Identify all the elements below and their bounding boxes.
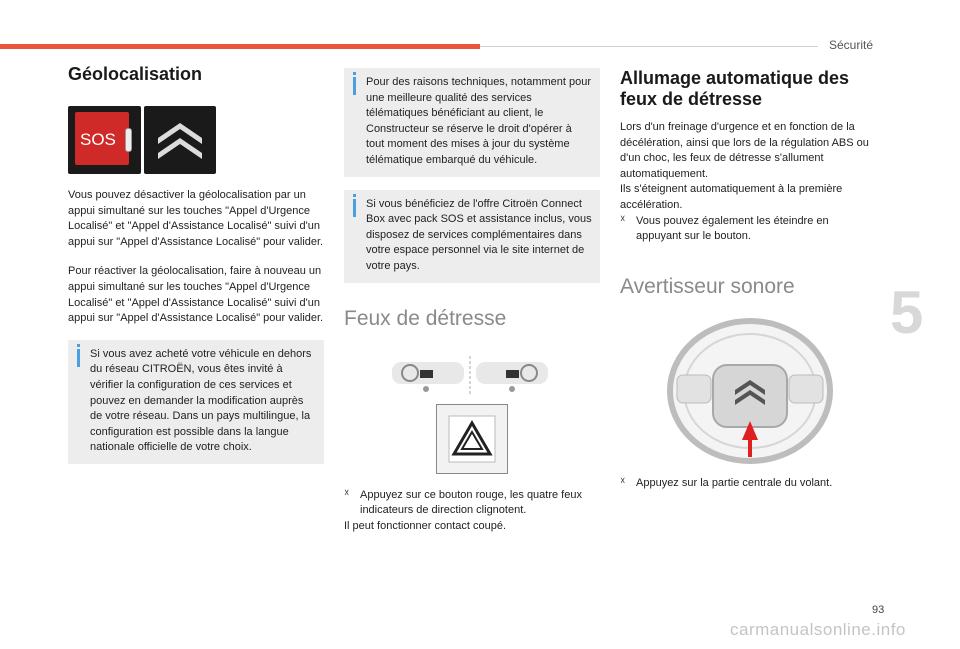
hazard-location-illustration — [344, 356, 600, 394]
connect-box-info-box — [344, 190, 600, 283]
watermark: carmanualsonline.info — [730, 620, 906, 639]
geolocalisation-column — [68, 64, 324, 464]
top-accent-bar — [0, 44, 480, 49]
info-icon — [353, 199, 356, 217]
auto-hazard-bullet — [620, 214, 870, 245]
middle-column — [344, 68, 600, 534]
right-column — [620, 68, 870, 491]
info-icon — [353, 77, 356, 95]
hazard-warning-icon — [447, 414, 497, 464]
bullet-arrow-icon: ☓ — [620, 475, 626, 487]
geolocalisation-info-box — [68, 340, 324, 464]
bullet-arrow-icon: ☓ — [344, 487, 350, 499]
bullet-arrow-icon: ☓ — [620, 213, 626, 225]
dashboard-location-icon — [344, 356, 600, 394]
geolocalisation-title: Géolocalisation — [68, 64, 203, 84]
connect-box-info-text: Si vous bénéficiez de l'offre Citroën Connect Box avec pack SOS et assistance inclus, vous disposez de services complémentaires dans votre espace personnel via le site internet de votre pays. — [366, 197, 592, 272]
steering-wheel-illustration — [665, 317, 835, 465]
geolocalisation-para-2: Pour réactiver la géolocalisation, faire à nouveau un appui simultané sur les touches "Appel d'Urgence Localisé" et "Appel d'Assistance Localisé" suivi d'un appui sur "Appel d'Assistance Localisé" pour valider. — [68, 265, 324, 325]
geolocalisation-buttons-illustration — [68, 106, 324, 174]
horn-title: Avertisseur sonore — [620, 274, 795, 298]
telematics-info-text: Pour des raisons techniques, notamment pour une meilleure qualité des services télématiques bénéficiant au client, le Constructeur se réserve le droit d'opérer à tout moment des mises à jour du système télématique embarqué du véhicule. — [366, 76, 592, 166]
auto-hazard-para: Lors d'un freinage d'urgence et en fonction de la décélération, ainsi que lors de la régulation ABS ou d'un choc, les feux de détresse s'allument automatiquement. — [620, 121, 869, 180]
auto-hazard-bullet-text: Vous pouvez également les éteindre en appuyant sur le bouton. — [636, 214, 829, 243]
auto-hazard-title: Allumage automatique des feux de détresse — [620, 68, 850, 109]
geolocalisation-info-text: Si vous avez acheté votre véhicule en dehors du réseau CITROËN, vous êtes invité à vérifier la configuration de ces services et pouvez en demander la modification auprès de votre réseau. Dans un pays multilingue, la configuration est possible dans la langue nationale officielle de votre choix. — [90, 347, 312, 454]
assistance-button-image — [144, 106, 216, 174]
hazard-button-image — [436, 404, 508, 474]
section-label: Sécurité — [829, 38, 874, 52]
horn-bullet — [620, 476, 870, 492]
top-rule — [480, 46, 818, 47]
hazard-bullet-text: Appuyez sur ce bouton rouge, les quatre feux indicateurs de direction clignotent. — [360, 488, 582, 517]
horn-bullet-text: Appuyez sur la partie centrale du volant. — [636, 476, 833, 489]
geolocalisation-para-1: Vous pouvez désactiver la géolocalisation par un appui simultané sur les touches "Appel d'Urgence Localisé" et "Appel d'Assistance Localisé" suivi d'un appui sur "Appel d'Assistance Localisé" pour valider. — [68, 189, 324, 248]
hazard-bullet — [344, 488, 600, 519]
auto-hazard-para-2: Ils s'éteignent automatiquement à la première accélération. — [620, 183, 843, 211]
chapter-number: 5 — [890, 279, 924, 346]
page-number: 93 — [872, 604, 885, 616]
steering-wheel-icon — [665, 317, 835, 465]
telematics-info-box — [344, 68, 600, 177]
sos-label: SOS — [80, 130, 116, 149]
hazard-title: Feux de détresse — [344, 306, 507, 330]
citroen-chevrons-icon — [144, 106, 216, 174]
sos-button-image — [68, 106, 141, 174]
info-icon — [77, 349, 80, 367]
hazard-note: Il peut fonctionner contact coupé. — [344, 519, 507, 532]
